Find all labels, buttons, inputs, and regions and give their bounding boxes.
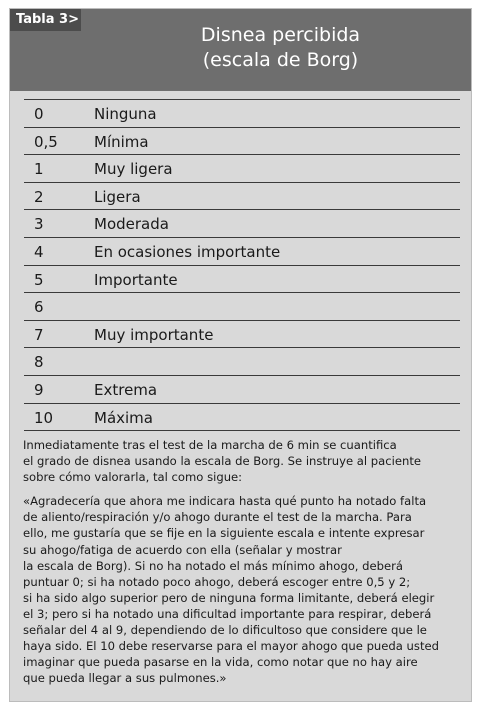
scale-value: 6: [34, 298, 44, 317]
scale-description: Extrema: [94, 380, 158, 399]
intro-paragraph: [23, 437, 463, 485]
quote-line: la escala de Borg). Si no ha notado el más mínimo ahogo, deberá: [23, 558, 404, 573]
instructions: [23, 437, 463, 686]
quote-line: que pueda llegar a sus pulmones.»: [23, 671, 227, 686]
intro-line: Inmediatamente tras el test de la marcha de 6 min se cuantifica: [23, 438, 397, 452]
scale-value: 7: [34, 325, 44, 344]
quote-paragraph: [23, 493, 463, 686]
table-row: [24, 404, 460, 432]
scale-value: 5: [34, 270, 44, 289]
title-line-1: Disnea percibida: [200, 24, 361, 46]
table-title: [90, 23, 471, 73]
scale-value: 0: [34, 105, 44, 123]
scale-value: 10: [34, 408, 54, 427]
title-line-2: (escala de Borg): [202, 49, 359, 71]
quote-line: haya sido. El 10 debe reservarse para el mayor ahogo que pueda usted: [23, 639, 439, 654]
scale-value: 0,5: [34, 132, 58, 151]
scale-description: Importante: [94, 270, 178, 289]
scale-description: Mínima: [94, 132, 149, 151]
scale-value: 2: [34, 187, 44, 206]
quote-line: su ahogo/fatiga de acuerdo con ella (señalar y mostrar: [23, 542, 342, 557]
scale-value: 4: [34, 242, 44, 261]
scale-value: 3: [34, 215, 44, 234]
quote-line: puntuar 0; si ha notado poco ahogo, deberá escoger entre 0,5 y 2;: [23, 574, 411, 589]
quote-line: «Agradecería que ahora me indicara hasta qué punto ha notado falta: [23, 494, 427, 509]
scale-description: Máxima: [94, 408, 153, 427]
quote-line: de aliento/respiración y/o ahogo durante el test de la marcha. Para: [23, 510, 412, 525]
table-card: [9, 8, 472, 702]
quote-line: imaginar que pueda pasarse en la vida, como notar que no hay aire: [23, 655, 418, 670]
quote-line: el 3; pero si ha notado una dificultad importante para respirar, deberá: [23, 606, 432, 621]
scale-description: Ninguna: [94, 105, 157, 123]
table-header: [10, 9, 471, 91]
intro-line: el grado de disnea usando la escala de Borg. Se instruye al paciente: [23, 454, 422, 469]
table-tag: Tabla 3>: [10, 9, 81, 31]
quote-line: señalar del 4 al 9, dependiendo de lo dificultoso que considere que le: [23, 623, 427, 638]
scale-value: 9: [34, 380, 44, 399]
scale-value: 1: [34, 160, 44, 179]
scale-description: En ocasiones importante: [94, 242, 281, 261]
table-row: [24, 183, 460, 211]
intro-line: sobre cómo valorarla, tal como sigue:: [23, 470, 243, 485]
table-row: [24, 99, 460, 128]
scale-description: Muy importante: [94, 325, 214, 344]
table-row: [24, 210, 460, 238]
scale-value: 8: [34, 353, 44, 372]
borg-scale-table: [24, 99, 460, 431]
table-row: [24, 155, 460, 183]
quote-line: ello, me gustaría que se fije en la siguiente escala e intente expresar: [23, 526, 425, 541]
table-row: [24, 128, 460, 156]
table-row: [24, 348, 460, 376]
scale-description: Moderada: [94, 215, 169, 234]
table-row: [24, 238, 460, 266]
scale-description: Muy ligera: [94, 160, 173, 179]
table-row: [24, 266, 460, 294]
table-row: [24, 376, 460, 404]
quote-line: si ha sido algo superior pero de ninguna forma limitante, deberá elegir: [23, 590, 435, 605]
scale-description: Ligera: [94, 187, 141, 206]
table-row: [24, 293, 460, 321]
table-row: [24, 321, 460, 349]
